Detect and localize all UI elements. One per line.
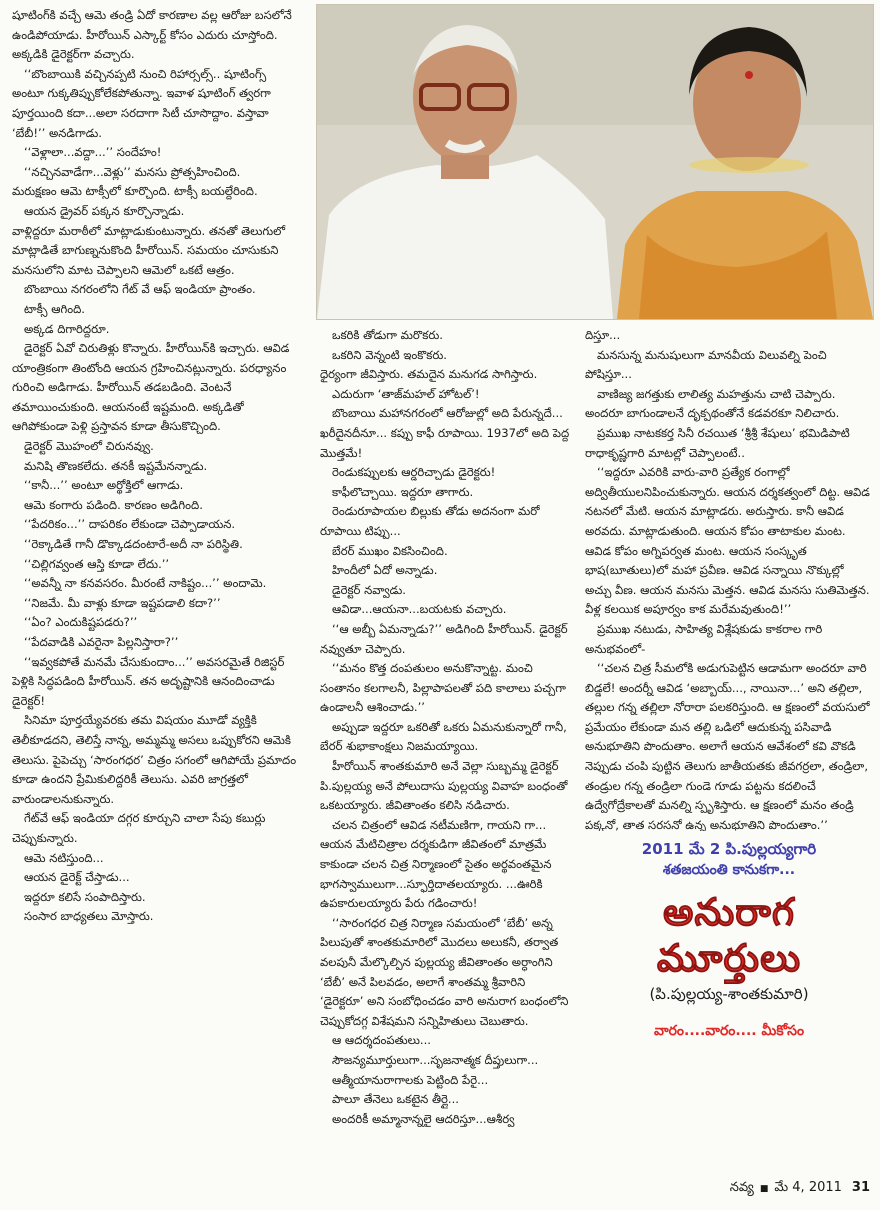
article-paragraph: డైరెక్టర్ ఏవో చిరుతిళ్లు కొన్నారు. హీరోయిన్‌కి ఇచ్చారు. ఆవిడ యాంత్రికంగా తింటోంది ఆయన గ్రహించినట్లున్నారు. పరధ్యానం గురించి అడిగాడు. హీరోయిన్ తడబడింది. వెంటనే తమాయించుకుంది. ఆయనంటే ఇష్టమంది. అక్కడితో ఆగిపోకుండా పెళ్లి ప్రస్తావన కూడా తీసుకొచ్చింది. — [12, 341, 290, 434]
article-paragraph: ‘‘చిల్లిగవ్వంత ఆస్తి కూడా లేదు.’’ — [24, 556, 170, 571]
article-paragraph: ‘‘పేదవాడికి ఎవరైనా పిల్లనిస్తారా?’’ — [24, 635, 179, 649]
promo-title: అనురాగ మూర్తులు — [656, 890, 802, 980]
square-bullet-icon: ■ — [759, 1184, 769, 1194]
article-paragraph: మనసున్న మనుషులుగా మానవీయ విలువల్ని పెంచి పోషిస్తూ... — [585, 347, 827, 382]
article-paragraph: ‘‘వెళ్లాలా...వద్దా...’’ సందేహం! — [24, 145, 162, 160]
article-paragraph: వాళ్లిద్దరూ మరాఠీలో మాట్లాడుకుంటున్నారు. తనతో తెలుగులో మాట్లాడితే బాగుణ్ననుకొంది హీరోయిన్. సమయం చూసుకుని మనసులోని మాట చెప్పాలని ఆమెలో ఒకటే ఆత్రం. — [12, 223, 286, 277]
article-paragraph: అక్కడ దిగారిద్దరూ. — [24, 321, 110, 336]
article-paragraph: ‘‘ఆ అబ్బీ ఏమన్నాడు?’’ అడిగింది హీరోయిన్. డైరెక్టర్ నవ్వుతూ చెప్పారు. — [320, 621, 568, 656]
article-paragraph: ఆయన డైరెక్ట్ చేస్తాడు... — [24, 870, 130, 885]
issue-date: మే 4, 2011 — [774, 1180, 842, 1195]
article-paragraph: ‘‘నిజమే. మీ వాళ్లు కూడా ఇష్టపడాలి కదా?’’ — [24, 595, 221, 610]
couple-photo — [316, 4, 874, 320]
article-paragraph: హిందీలో ఏదో అన్నాడు. — [332, 563, 438, 578]
article-paragraph: హీరోయిన్ శాంతకుమారి అనే వెల్లా సుబ్బమ్మ డైరెక్టర్ పి.పుల్లయ్య అనే పోలుదాసు పుల్లయ్య వివాహ బంధంతో ఒకటయ్యారు. జీవితాంతం కలిసి నడిచారు. — [320, 759, 568, 813]
promo-subtitle: (పి.పుల్లయ్య-శాంతకుమారి) — [649, 985, 809, 1003]
article-paragraph: షూటింగ్‌కి వచ్చే ఆమె తండ్రి ఏదో కారణాల వల్ల ఆరోజు బసలోనే ఉండిపోయాడు. హీరోయిన్ ఎస్కార్ట్ కోసం ఎదురు చూస్తోంది. అక్కడికి డైరెక్టర్‌గా వచ్చారు. — [12, 8, 292, 62]
article-paragraph: ఇద్దరూ కలిసే సంపాదిస్తారు. — [24, 889, 146, 904]
article-paragraph: ‘‘ఇద్దరూ ఎవరికి వారు-వారి ప్రత్యేక రంగాల్లో అద్వితీయులనిపించుకున్నారు. ఆయన దర్శకత్వంలో దిట్ట. ఆవిడ నటనలో మేటి. ఆయన మాట్లాడరు. అరుస్తారు. కానీ ఆవిడ అరవదు. మాట్లాడుతుంది. ఆయన కోపం తాటాకుల మంట. ఆవిడ కోపం అగ్నిపర్వత మంట. ఆయన సంస్కృత భాష(బూతులు)లో మహా ప్రవీణ. ఆవిడ సన్నాయి నొక్కుల్లో అచ్చు వీణ. ఆయన మనసు మెత్తన. ఆవిడ మనసు సుతిమెత్తన. వీళ్ల కలయిక అపూర్వం కాక మరేమవుతుంది!’’ — [585, 465, 870, 617]
article-paragraph: ఒకరిని వెన్నంటి ఇంకొకరు. — [332, 347, 447, 362]
magazine-name: నవ్య — [729, 1180, 754, 1195]
article-paragraph: ‘‘అవన్నీ నా కనవసరం. మీరంటే నాకిష్టం...’’ అందామె. — [24, 576, 267, 591]
article-paragraph: అందరికీ అమ్మానాన్నలై ఆదరిస్తూ...ఆశీర్వ — [332, 1111, 515, 1126]
article-paragraph: ప్రముఖ నటుడు, సాహిత్య విశ్లేషకుడు కాకరాల గారి అనుభవంలో- — [585, 621, 823, 656]
article-paragraph: ధైర్యంగా జీవిస్తారు. తమదైన మనుగడ సాగిస్తారు. — [320, 367, 538, 382]
article-paragraph: గేట్‌వే ఆఫ్ ఇండియా దగ్గర కూర్చుని చాలా సేపు కబుర్లు చెప్పుకున్నారు. — [12, 811, 266, 845]
article-paragraph: ‘‘సారంగధర చిత్ర నిర్మాణ సమయంలో ‘బేబీ’ అన్న పిలుపుతో శాంతకుమారిలో మొదలు అలుకనీ, తర్వాత వలపునీ మేల్కొల్పిన పుల్లయ్య జీవితాంతం అర్ధాంగిని ‘బేబీ’ అనే పిలవడం, అలాగే శాంతమ్మ శ్రీవారిని ‘డైరెక్టరూ’ అని సంబోధించడం వారి అనురాగ బంధంలోని చెప్పుకోదగ్గ విశేషమని సన్నిహితులు చెబుతారు. — [320, 915, 569, 1028]
article-paragraph: వాణిజ్య జగత్తుకు లాలిత్య మహత్తును చాటి చెప్పారు. అందరూ బాగుండాలనే దృక్పథంతోనే కడవరకూ నిలిచారు. — [585, 386, 840, 421]
article-paragraph: ‘‘కానీ...’’ అంటూ అర్థోక్తిలో ఆగాడు. — [24, 478, 184, 493]
article-paragraph: ఒకరికి తోడుగా మరొకరు. — [332, 328, 443, 342]
article-paragraph: ‘‘మనం కొత్త దంపతులం అనుకొన్నాట్ట. మంచి సంతానం కలగాలనీ, పిల్లాపాపలతో పది కాలాలు పచ్చగా ఉండాలనీ ఆశించాడు.’’ — [320, 661, 566, 715]
article-paragraph: ఆమె కంగారు పడింది. కారణం అడిగింది. — [24, 497, 203, 512]
article-paragraph: రెండురూపాయల బిల్లుకు తోడు అదనంగా మరో రూపాయి టిప్పు... — [320, 504, 540, 538]
article-paragraph: ‘‘ఇవ్వకపోతే మనమే చేసుకుందాం...’’ అవసరమైతే రిజిస్టర్ పెళ్లికి సిద్ధపడింది హీరోయిన్. తన అదృష్టానికి ఆనందించాడు డైరెక్టర్! — [12, 654, 285, 708]
article-paragraph: ఎదురుగా ‘తాజ్‌మహల్ హోటల్’! — [332, 386, 480, 401]
article-paragraph: ప్రముఖ నాటకకర్త సినీ రచయిత ‘శ్రీశ్రీ శేషులు’ భమిడిపాటి రాధాకృష్ణగారి మాటల్లో చెప్పాలంటే.. — [585, 425, 850, 460]
article-paragraph: అప్పుడా ఇద్దరూ ఒకరితో ఒకరు ఏమనుకున్నారో గానీ, బేరర్ శుభాకాంక్షలు నిజమయ్యాయి. — [320, 719, 567, 754]
article-paragraph: ఆ ఆదర్శదంపతులు... — [332, 1033, 431, 1048]
article-paragraph: ‘‘బొంబాయికి వచ్చినప్పటి నుంచి రిహార్సల్స్.. షూటింగ్స్ అంటూ గుక్కతిప్పుకోలేకపోతున్నా. ఇవాళ షూటింగ్ త్వరగా పూర్తయింది కదా...అలా సరదాగా సిటీ చూసొద్దాం. వస్తావా ‘బేబీ!’’ అనడిగాడు. — [12, 66, 271, 140]
article-column-2 — [320, 326, 570, 1174]
page-number: 31 — [851, 1180, 870, 1195]
article-paragraph: రెండుకప్పులకు ఆర్డరిచ్చాడు డైరెక్టరు! — [332, 465, 496, 480]
article-paragraph: బొంబాయి నగరంలోని గేట్ వే ఆఫ్ ఇండియా ప్రాంతం. — [24, 282, 256, 297]
article-paragraph: మరుక్షణం ఆమె టాక్సీలో కూర్చొంది. టాక్సీ బయల్దేరింది. — [12, 184, 258, 199]
article-paragraph: బొంబాయి మహానగరంలో ఆరోజుల్లో అది పేరున్నదే... ఖరీదైనదీనూ... కప్పు కాఫీ రూపాయి. 1937లో అది పెద్ద మొత్తమే! — [320, 406, 570, 460]
article-paragraph: దిస్తూ... — [585, 328, 621, 342]
article-paragraph: మనిషి తొణకలేదు. తనకీ ఇష్టమేనన్నాడు. — [24, 458, 208, 473]
article-paragraph: ఆయన డ్రైవర్ పక్కన కూర్చొన్నాడు. — [24, 203, 185, 218]
article-column-1 — [12, 6, 300, 1174]
article-paragraph: టాక్సీ ఆగింది. — [24, 301, 85, 316]
article-paragraph: ‘‘పేదరికం...’’ దాపరికం లేకుండా చెప్పాడాయన. — [24, 517, 236, 532]
page-footer — [610, 1180, 870, 1202]
article-paragraph: ఆత్మీయానురాగాలకు పెట్టింది పేరై... — [332, 1072, 489, 1087]
promo-gift-line: శతజయంతి కానుకగా... — [662, 862, 796, 878]
article-paragraph: డైరెక్టర్ మొహంలో చిరునవ్వు. — [24, 439, 154, 454]
article-paragraph: సినిమా పూర్తయ్యేవరకు తమ విషయం మూడో వ్యక్తికి తెలీకూడదని, తెలిస్తే నాన్న, అమ్మమ్మ అసలు ఒప్పుకోరని ఆమెకి తెలుసు. పైపెచ్చు ‘సారంగధర’ చిత్రం సగంలో ఆగిపోయే ప్రమాదం కూడా ఉందని ప్రేమికులిద్దరికీ తెలుసు. ఎవరి జాగ్రత్తలో వారుండాలనుకున్నారు. — [12, 713, 297, 806]
article-paragraph: ‘‘నచ్చినవాడేగా...వెళ్లు’’ మనసు ప్రోత్సహించింది. — [24, 164, 241, 179]
article-paragraph: కాఫీలొచ్చాయి. ఇద్దరూ తాగారు. — [332, 484, 474, 499]
article-paragraph: డైరెక్టర్ నవ్వాడు. — [332, 582, 406, 597]
promo-anniversary-line: 2011 మే 2 పి.పుల్లయ్యగారి — [641, 840, 817, 858]
article-paragraph: పాలూ తేనెలు ఒకటైన తీర్లై... — [332, 1092, 459, 1107]
article-paragraph: బేరర్ ముఖం వికసించింది. — [332, 543, 448, 558]
article-column-3 — [585, 326, 873, 831]
article-paragraph: ఆవిడా...ఆయనా...బయటకు వచ్చారు. — [332, 602, 507, 617]
article-paragraph: ‘‘రెక్కాడితే గానీ డొక్కాడదంటారే-అదీ నా పరిస్థితి. — [24, 537, 243, 552]
article-paragraph: సంసార బాధ్యతలు మోస్తారు. — [24, 909, 154, 924]
article-paragraph: ఆమె నటిస్తుంది... — [24, 850, 104, 865]
couple-photo-image — [317, 5, 873, 319]
article-paragraph: చలన చిత్రంలో ఆవిడ నటీమణిగా, గాయని గా... ఆయన మేటిచిత్రాల దర్శకుడిగా జీవితంలో మాత్రమే కాకుండా చలన చిత్ర నిర్మాణంలో సైతం అర్థవంతమైన భాగస్వాములుగా...స్ఫూర్తిదాతలయ్యారు. ...ఊరికి ఉపకారులయ్యారు పేరు గడించారు! — [320, 817, 552, 911]
promo-tagline: వారం....వారం.... మీకోసం — [653, 1023, 805, 1039]
article-paragraph: సౌజన్యమూర్తులుగా...సృజనాత్మక దీప్తులుగా... — [332, 1052, 539, 1067]
article-paragraph: ‘‘ఏం? ఎందుకిష్టపడరు?’’ — [24, 615, 138, 630]
article-paragraph: ‘‘చలన చిత్ర సీమలోకి అడుగుపెట్టిన ఆడామగా అందరూ వారి బిడ్డలే! అందర్నీ ఆవిడ ‘అబ్బాయ్..., నాయినా...’ అని తల్లిలా, తల్లుల గన్న తల్లిలా నోరారా పలకరిస్తుంది. ఆ క్షణంలో వయసులో ప్రమేయం లేకుండా మన తల్లి ఒడిలో ఆదుకున్న పసివాడి అనుభూతిని పొందుతాం. అలాగే ఆయన ఆవేశంలో కవి వొకడి నెప్పుడు చంపి పుట్టిన తెలుగు జాతీయతకు జీవగర్రలా, తండ్రిలా, తండ్రుల గన్న తండ్రిలా గుండె గూడు పట్టను కదలించే ఉద్వేగోద్రేకాలతో మనల్ని స్పృశిస్తారు. ఆ క్షణంలో మనం తండ్రి పక్కనో, తాత సరసనో ఉన్న అనుభూతిని పొందుతాం.’’ — [585, 661, 870, 831]
series-promo — [585, 836, 873, 1174]
